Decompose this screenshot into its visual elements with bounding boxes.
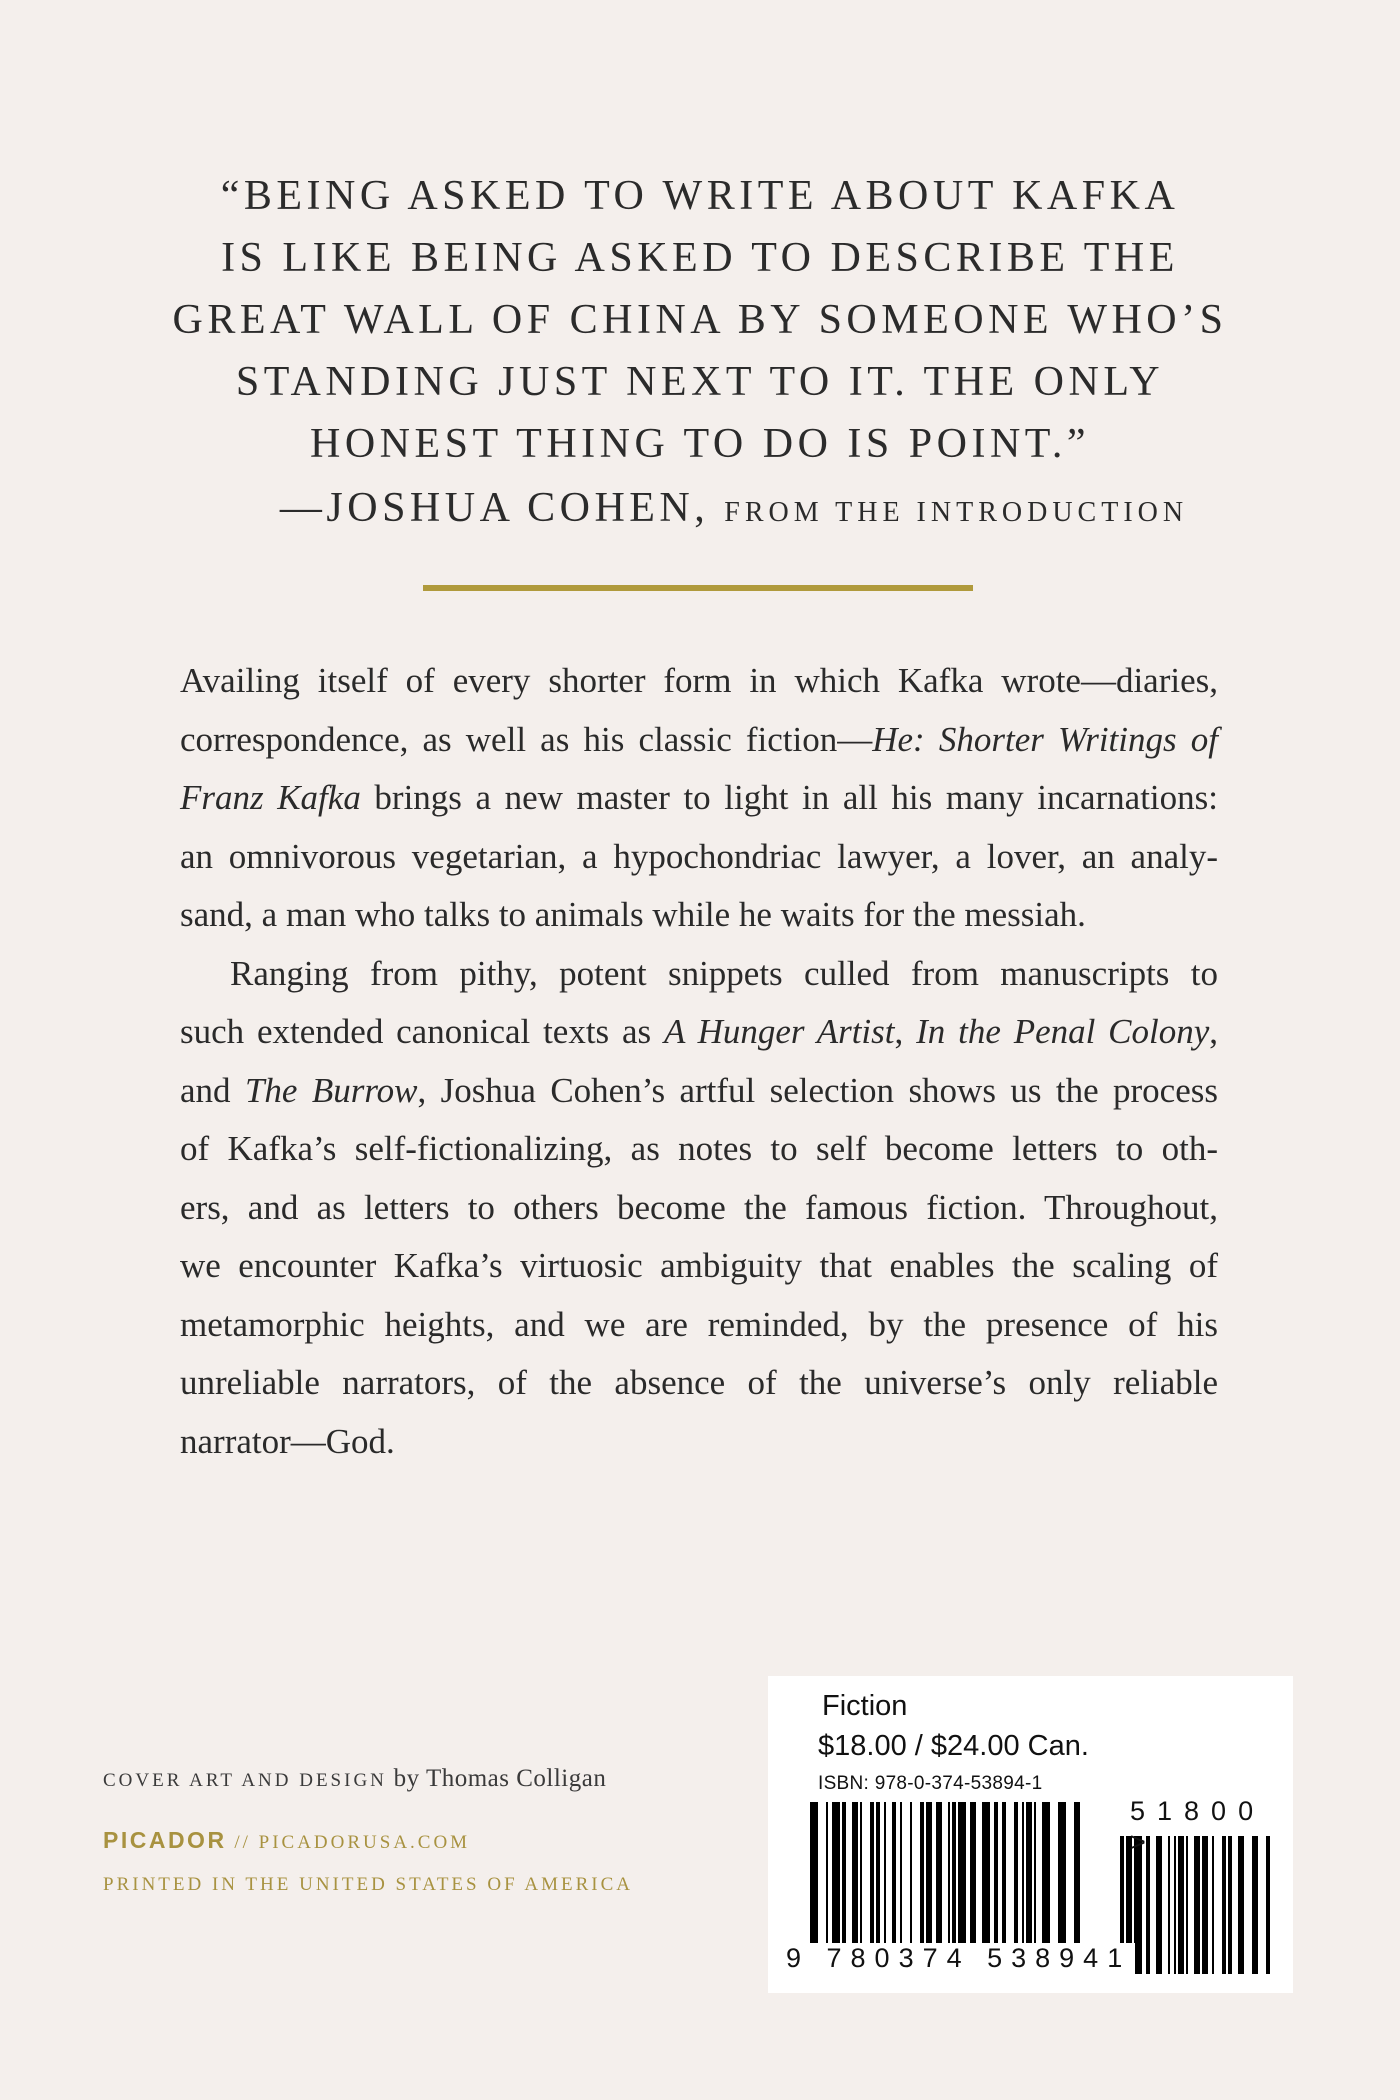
barcode-label — [768, 1676, 1293, 1993]
work-title: A Hunger Artist — [664, 1012, 895, 1051]
text-line: an omnivorous vegetarian, a hypochondriac lawyer, a lover, an analy- — [180, 836, 1218, 876]
quote-line: STANDING JUST NEXT TO IT. THE ONLY — [235, 359, 1165, 405]
text-line: and The Burrow, Joshua Cohen’s artful selection shows us the process — [180, 1070, 1218, 1110]
quote-line: IS LIKE BEING ASKED TO DESCRIBE THE — [221, 235, 1179, 281]
book-title: Franz Kafka — [180, 778, 361, 817]
text-line: such extended canonical texts as A Hunger Artist, In the Penal Colony, — [180, 1012, 1219, 1051]
barcode-price-code: 51800 > — [1130, 1796, 1266, 1857]
publisher-logo: PICADOR — [103, 1827, 227, 1853]
quote-source: FROM THE INTRODUCTION — [724, 497, 1189, 528]
book-title: He: Shorter Writings of — [872, 719, 1218, 759]
text-line: narrator—God. — [180, 1421, 395, 1461]
design-credit: COVER ART AND DESIGN by Thomas Colligan — [103, 1765, 607, 1792]
publisher-line: PICADOR // PICADORUSA.COM — [103, 1827, 471, 1853]
text-line: sand, a man who talks to animals while he waits for the messiah. — [180, 895, 1086, 934]
text-line: metamorphic heights, and we are reminded, by the presence of his — [180, 1304, 1218, 1344]
text-line: unreliable narrators, of the absence of the universe’s only reliable — [180, 1363, 1218, 1402]
work-title: In the Penal Colony — [916, 1012, 1210, 1051]
text-line: Availing itself of every shorter form in which Kafka wrote—diaries, — [180, 661, 1218, 700]
pull-quote — [0, 165, 1400, 544]
printed-in: PRINTED IN THE UNITED STATES OF AMERICA — [103, 1874, 633, 1895]
text-line: of Kafka’s self-fictionalizing, as notes to self become letters to oth- — [180, 1129, 1218, 1168]
book-description — [180, 652, 1218, 1471]
credits — [103, 1765, 633, 1896]
quote-line: HONEST THING TO DO IS POINT.” — [310, 421, 1090, 467]
gold-divider — [423, 585, 973, 591]
text-line: Franz Kafka brings a new master to light in all his many incarnations: — [180, 778, 1218, 817]
text-line: ers, and as letters to others become the famous fiction. Throughout, — [180, 1187, 1218, 1227]
quote-attribution — [68, 477, 1400, 544]
text-line: Ranging from pithy, potent snippets culled from manuscripts to — [230, 953, 1218, 993]
publisher-url: PICADORUSA.COM — [258, 1832, 471, 1853]
barcode-digits: 9 780374 538941 — [786, 1943, 1135, 1974]
barcode-category: Fiction — [822, 1690, 908, 1722]
quote-author: —JOSHUA COHEN, — [279, 485, 710, 531]
barcode-price: $18.00 / $24.00 Can. — [818, 1730, 1089, 1762]
quote-line: “BEING ASKED TO WRITE ABOUT KAFKA — [220, 173, 1180, 219]
work-title: The Burrow — [244, 1070, 418, 1110]
text-line: correspondence, as well as his classic fiction—He: Shorter Writings of — [180, 719, 1218, 759]
quote-line: GREAT WALL OF CHINA BY SOMEONE WHO’S — [172, 297, 1228, 343]
barcode-isbn: ISBN: 978-0-374-53894-1 — [818, 1773, 1043, 1794]
text-line: we encounter Kafka’s virtuosic ambiguity that enables the scaling of — [180, 1246, 1218, 1285]
